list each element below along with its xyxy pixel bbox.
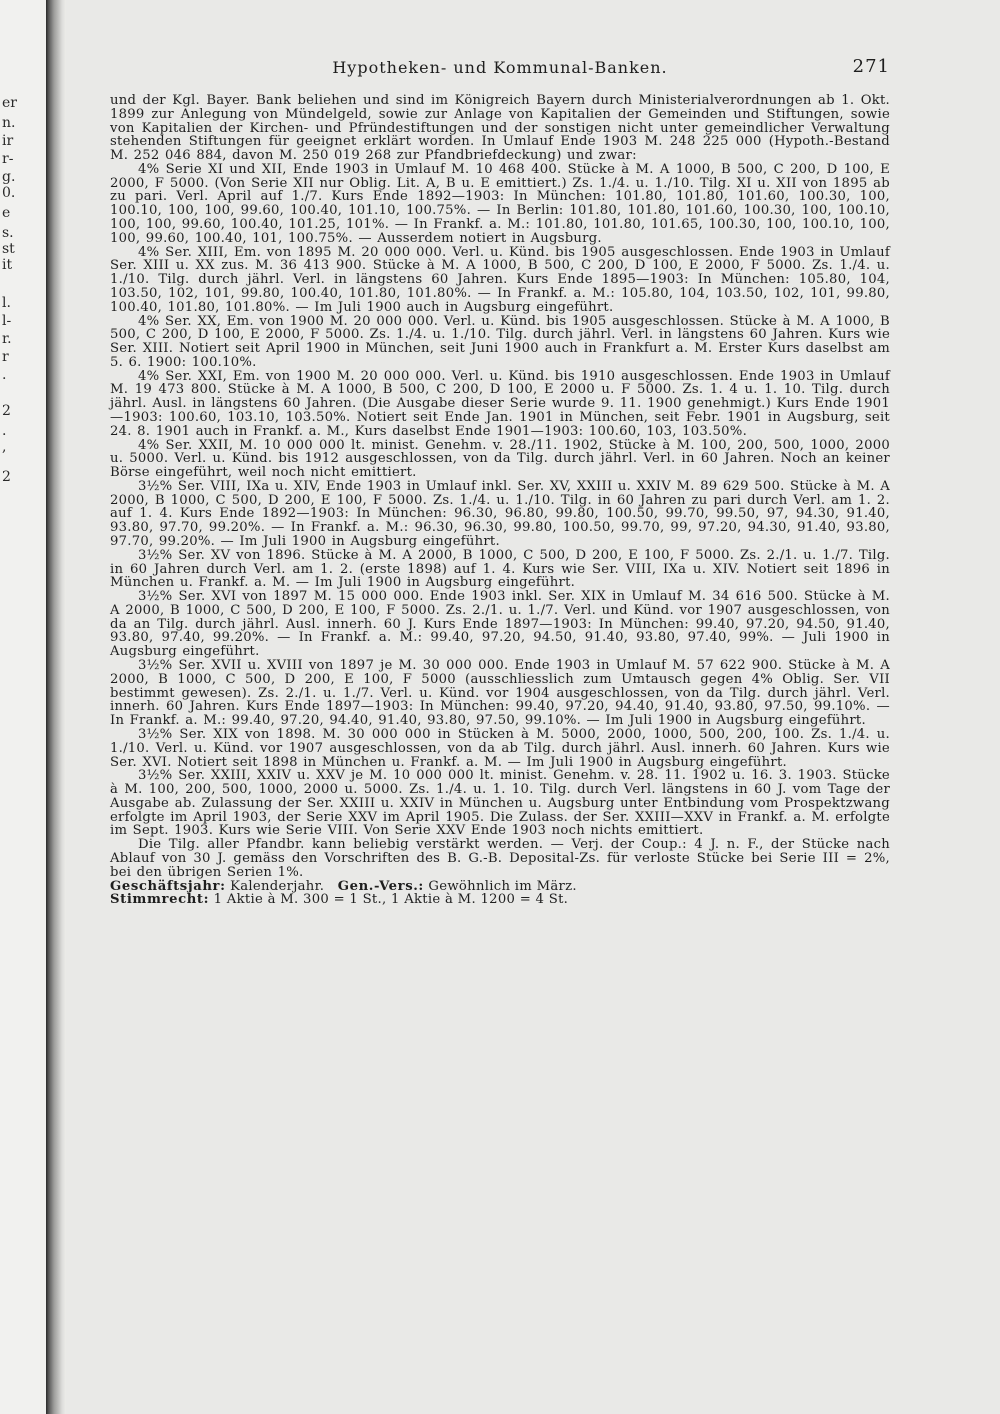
footer-line-geschaeftsjahr (110, 880, 890, 894)
paragraph-ser-xx: 4% Ser. XX, Em. von 1900 M. 20 000 000. Verl. u. Künd. bis 1905 ausgeschlossen. Stücke à M. A 1000, B 500, C 200, D 100, E 2000, F 5000. Zs. 1./4. u. 1./10. Tilg. durch jährl. Verl. in längstens 60 Jahren. Kurs wie Ser. XIII. Notiert seit April 1900 in München, seit Juni 1900 auch in Frankfurt a. M. Erster Kurs daselbst am 5. 6. 1900: 100.10%. (110, 313, 890, 370)
left-page-margin (0, 0, 46, 1414)
running-head (110, 56, 890, 84)
margin-fragment: 0. (2, 185, 16, 201)
stimmrecht-label: Stimmrecht: (110, 892, 210, 908)
margin-fragment: st (2, 241, 15, 257)
footer-line-stimmrecht (110, 893, 890, 907)
page (110, 56, 890, 907)
footer-lines (110, 880, 890, 908)
margin-fragment: s. (2, 225, 14, 241)
paragraph-ser-xi-xii: 4% Serie XI und XII, Ende 1903 in Umlauf M. 10 468 400. Stücke à M. A 1000, B 500, C 200, D 100, E 2000, F 5000. (Von Serie XII nur Oblig. Lit. A, B u. E emittiert.) Zs. 1./4. u. 1./10. Tilg. XI u. XII von 1895 ab zu pari. Verl. April auf 1./7. Kurs Ende 1892—1903: In München: 101.80, 101.80, 101.60, 100.30, 100, 100.10, 100, 100, 99.60, 100.40, 101.10, 100.75%. — In Berlin: 101.80, 101.80, 101.60, 100.30, 100, 100.10, 100, 100, 99.60, 100.40, 101.25, 101%. — In Frankf. a. M.: 101.80, 101.80, 101.65, 100.30, 100, 100.10, 100, 100, 99.60, 100.40, 101, 100.75%. — Ausserdem notiert in Augsburg. (110, 161, 890, 246)
running-head-title: Hypotheken- und Kommunal-Banken. (332, 58, 668, 77)
genvers-label: Gen.-Vers.: (337, 878, 424, 894)
paragraph-ser-xxiii-xxv: 3½% Ser. XXIII, XXIV u. XXV je M. 10 000 000 lt. minist. Genehm. v. 28. 11. 1902 u. 16. 3. 1903. Stücke à M. 100, 200, 500, 1000, 2000 u. 5000. Zs. 1./4. u. 1. 10. Tilg. durch Verl. längstens in 60 J. vom Tage der Ausgabe ab. Zulassung der Ser. XXIII u. XXIV in München u. Augsburg unter Entbindung vom Prospektzwang erfolgte im April 1903, der Serie XXV im April 1905. Die Zulass. der Ser. XXIII—XXV in Frankf. a. M. erfolgte im Sept. 1903. Kurs wie Serie VIII. Von Serie XXV Ende 1903 noch nichts emittiert. (110, 768, 890, 839)
paragraph-intro: und der Kgl. Bayer. Bank beliehen und sind im Königreich Bayern durch Ministerialverordnungen ab 1. Okt. 1899 zur Anlegung von Mündelgeld, sowie zur Anlage von Kapitalien der Gemeinden und Stiftungen, sowie von Kapitalien der Kirchen- und Pfründestiftungen und der sonstigen nicht unter gemeindlicher Verwaltung stehenden Stiftungen für geeignet erklärt worden. In Umlauf Ende 1903 M. 248 225 000 (Hypoth.-Bestand M. 252 046 884, davon M. 250 019 268 zur Pfandbriefdeckung) und zwar: (110, 93, 890, 164)
margin-fragment: it (2, 257, 13, 273)
margin-fragment: n. (2, 115, 16, 131)
paragraph-ser-xvi: 3½% Ser. XVI von 1897 M. 15 000 000. Ende 1903 inkl. Ser. XIX in Umlauf M. 34 616 500. Stücke à M. A 2000, B 1000, C 500, D 200, E 100, F 5000. Zs. 2./1. u. 1./7. Verl. und Künd. vor 1907 ausgeschlossen, von da an Tilg. durch jährl. Ausl. innerh. 60 J. Kurs Ende 1897—1903: In München: 99.40, 97.20, 94.50, 91.40, 93.80, 97.40, 99.20%. — In Frankf. a. M.: 99.40, 97.20, 94.50, 91.40, 93.80, 97.40, 99%. — Juli 1900 in Augsburg eingeführt. (110, 589, 890, 660)
margin-fragment: 2 (2, 469, 11, 485)
margin-fragment: , (2, 439, 7, 455)
margin-fragment: e (2, 205, 11, 221)
margin-fragment: g. (2, 169, 16, 185)
margin-fragment: r- (2, 151, 14, 167)
genvers-value: Gewöhnlich im März. (428, 878, 577, 894)
margin-fragment: . (2, 423, 7, 439)
paragraph-ser-viii-ixa-xiv: 3½% Ser. VIII, IXa u. XIV, Ende 1903 in Umlauf inkl. Ser. XV, XXIII u. XXIV M. 89 629 500. Stücke à M. A 2000, B 1000, C 500, D 200, E 100, F 5000. Zs. 1./4. u. 1./10. Tilg. in 60 Jahren zu pari durch Verl. am 1. 2. auf 1. 4. Kurs Ende 1892—1903: In München: 96.30, 96.80, 99.80, 100.50, 99.70, 99.50, 97, 94.30, 91.40, 93.80, 97.70, 99.20%. — In Frankf. a. M.: 96.30, 96.30, 99.80, 100.50, 99.70, 99, 97.20, 94.30, 91.40, 93.80, 97.70, 99.20%. — Im Juli 1900 in Augsburg eingeführt. (110, 478, 890, 549)
paragraph-ser-xxii: 4% Ser. XXII, M. 10 000 000 lt. minist. Genehm. v. 28./11. 1902, Stücke à M. 100, 200, 500, 1000, 2000 u. 5000. Verl. u. Künd. bis 1912 ausgeschlossen, von da Tilg. durch jährl. Verl. in 60 Jahren. Noch an keiner Börse eingeführt, weil noch nicht emittiert. (110, 437, 890, 481)
page-number: 271 (852, 56, 890, 77)
body-text (110, 94, 890, 880)
paragraph-ser-xxi: 4% Ser. XXI, Em. von 1900 M. 20 000 000. Verl. u. Künd. bis 1910 ausgeschlossen. Ende 1903 in Umlauf M. 19 473 800. Stücke à M. A 1000, B 500, C 200, D 100, E 2000 u. F 5000. Zs. 1. 4 u. 1. 10. Tilg. durch jährl. Ausl. in längstens 60 Jahren. (Die Ausgabe dieser Serie wurde 9. 11. 1900 genehmigt.) Kurs Ende 1901—1903: 100.60, 103.10, 103.50%. Notiert seit Ende Jan. 1901 in München, seit Febr. 1901 in Augsburg, seit 24. 8. 1901 auch in Frankf. a. M., Kurs daselbst Ende 1901—1903: 100.60, 103, 103.50%. (110, 368, 890, 439)
binding-gutter (46, 0, 66, 1414)
margin-fragment: r. (2, 331, 12, 347)
margin-fragment: . (2, 367, 7, 383)
margin-fragment: r (2, 349, 9, 365)
geschaeftsjahr-label: Geschäftsjahr: (110, 878, 226, 894)
margin-fragment: ir (2, 133, 14, 149)
paragraph-ser-xix: 3½% Ser. XIX von 1898. M. 30 000 000 in Stücken à M. 5000, 2000, 1000, 500, 200, 100. Zs. 1./4. u. 1./10. Verl. u. Künd. vor 1907 ausgeschlossen, von da ab Tilg. durch jährl. Ausl. innerh. 60 Jahren. Kurs wie Ser. XVI. Notiert seit 1898 in München u. Frankf. a. M. — Im Juli 1900 in Augsburg eingeführt. (110, 726, 890, 770)
paragraph-ser-xiii: 4% Ser. XIII, Em. von 1895 M. 20 000 000. Verl. u. Künd. bis 1905 ausgeschlossen. Ende 1903 in Umlauf Ser. XIII u. XX zus. M. 36 413 900. Stücke à M. A 1000, B 500, C 200, D 100, E 2000, F 5000. Zs. 1./4. u. 1./10. Tilg. durch jährl. Verl. in längstens 60 Jahren. Kurs Ende 1895—1903: In München: 105.80, 104, 103.50, 102, 101, 99.80, 100.40, 101.80, 101.80%. — In Frankf. a. M.: 105.80, 104, 103.50, 102, 101, 99.80, 100.40, 101.80, 101.80%. — Im Juli 1900 auch in Augsburg eingeführt. (110, 244, 890, 315)
paragraph-ser-xv: 3½% Ser. XV von 1896. Stücke à M. A 2000, B 1000, C 500, D 200, E 100, F 5000. Zs. 2./1. u. 1./7. Tilg. in 60 Jahren durch Verl. am 1. 2. (erste 1898) auf 1. 4. Kurs wie Ser. VIII, IXa u. XIV. Notiert seit 1896 in München u. Frankf. a. M. — Im Juli 1900 in Augsburg eingeführt. (110, 547, 890, 591)
margin-fragment: l. (2, 295, 11, 311)
paragraph-tilgung: Die Tilg. aller Pfandbr. kann beliebig verstärkt werden. — Verj. der Coup.: 4 J. n. F., der Stücke nach Ablauf von 30 J. gemäss den Vorschriften des B. G.-B. Deposital-Zs. für verloste Stücke bei Serie III = 2%, bei den übrigen Serien 1%. (110, 837, 890, 880)
margin-fragment: 2 (2, 403, 11, 419)
margin-fragment: l- (2, 313, 12, 329)
geschaeftsjahr-value: Kalenderjahr. (230, 878, 325, 894)
stimmrecht-value: 1 Aktie à M. 300 = 1 St., 1 Aktie à M. 1200 = 4 St. (213, 892, 569, 908)
paragraph-ser-xvii-xviii: 3½% Ser. XVII u. XVIII von 1897 je M. 30 000 000. Ende 1903 in Umlauf M. 57 622 900. Stücke à M. A 2000, B 1000, C 500, D 200, E 100, F 5000 (ausschliesslich zum Umtausch gegen 4% Oblig. Ser. VII bestimmt gewesen). Zs. 2./1. u. 1./7. Verl. u. Künd. vor 1904 ausgeschlossen, von da Tilg. durch jährl. Verl. innerh. 60 Jahren. Kurs Ende 1897—1903: In München: 99.40, 97.20, 94.40, 91.40, 93.80, 97.50, 99.10%. — In Frankf. a. M.: 99.40, 97.20, 94.40, 91.40, 93.80, 97.50, 99.10%. — Im Juli 1900 in Augsburg eingeführt. (110, 658, 890, 729)
margin-fragment: er (2, 95, 17, 111)
